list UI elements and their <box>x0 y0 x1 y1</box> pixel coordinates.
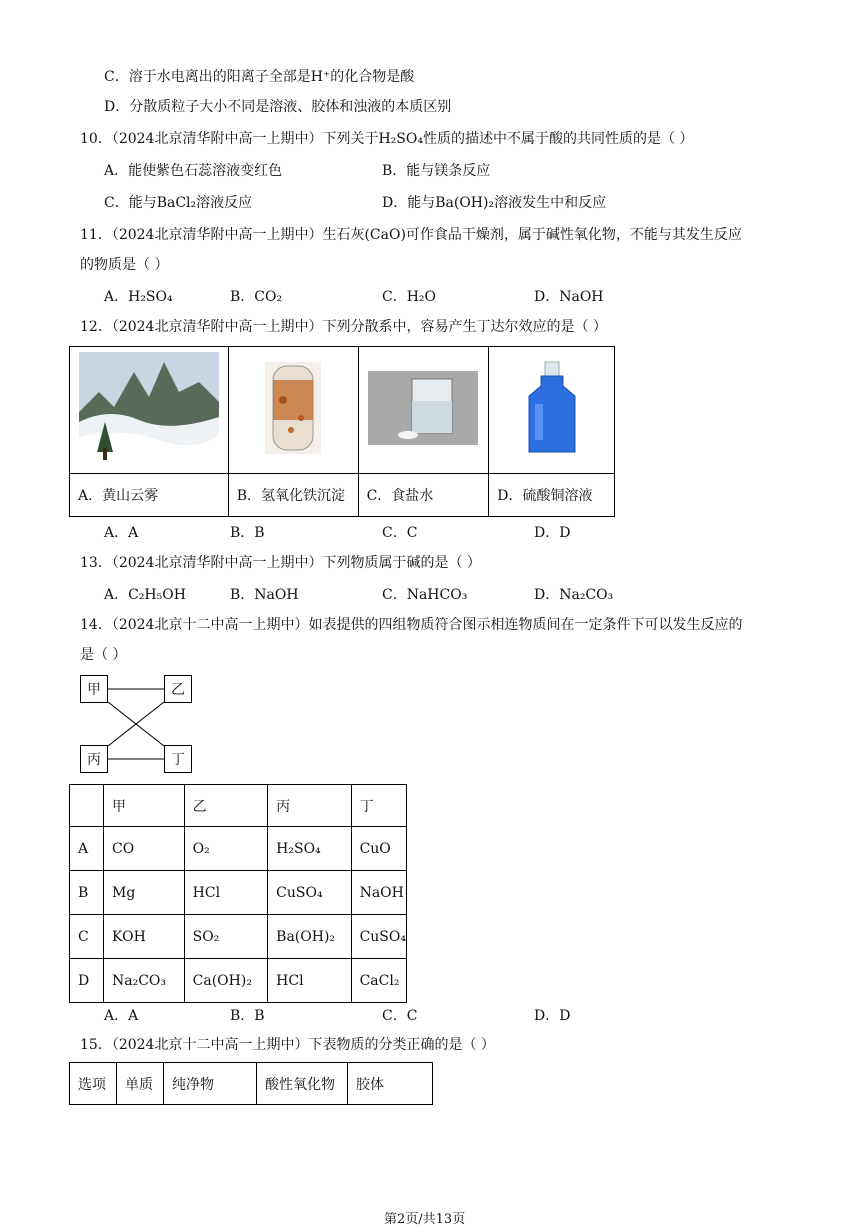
q12-caption-b: B．氢氧化铁沉淀 <box>228 474 358 517</box>
q11-option-d: D．NaOH <box>534 289 604 305</box>
q13-option-a: A．C₂H₅OH <box>104 587 186 603</box>
q11-option-c: C．H₂O <box>382 289 437 305</box>
q12-stem: 12．（2024北京清华附中高一上期中）下列分散系中，容易产生丁达尔效应的是（ ） <box>80 319 607 335</box>
q11-stem-line2: 的物质是（ ） <box>80 257 169 273</box>
q14-stem-line1: 14．（2024北京十二中高一上期中）如表提供的四组物质符合图示相连物质间在一定条件下可以发生反应的 <box>80 617 743 633</box>
diagram-box-bing: 丙 <box>80 745 108 773</box>
q14-option-b: B．B <box>230 1008 265 1024</box>
page-number: 第2页/共13页 <box>384 1212 466 1227</box>
q14-reaction-diagram <box>80 674 195 774</box>
q14-stem-line2: 是（ ） <box>80 647 127 663</box>
q14-option-d: D．D <box>534 1008 571 1024</box>
copper-sulfate-bottle-image <box>489 347 615 474</box>
q11-option-b: B．CO₂ <box>230 289 283 305</box>
q10-stem-prefix: 10．（2024北京清华附中高一上期中）下列关于 <box>80 131 379 147</box>
q15-header-cell: 酸性氧化物 <box>257 1063 348 1105</box>
q15-header-cell: 单质 <box>117 1063 164 1105</box>
q14-cell: Na₂CO₃ <box>104 959 185 1003</box>
q13-option-c: C．NaHCO₃ <box>382 587 468 603</box>
q14-cell: CuO <box>351 827 406 871</box>
q15-header-cell: 胶体 <box>348 1063 433 1105</box>
q12-table <box>69 346 615 517</box>
q14-header-cell <box>70 785 104 827</box>
q14-header-cell: 乙 <box>184 785 268 827</box>
q14-cell: H₂SO₄ <box>268 827 351 871</box>
q14-header-cell: 丁 <box>351 785 406 827</box>
q14-cell: Ca(OH)₂ <box>184 959 268 1003</box>
q14-cell: O₂ <box>184 827 268 871</box>
q10-formula: H₂SO₄ <box>378 131 423 147</box>
q10-stem-suffix: 性质的描述中不属于酸的共同性质的是（ ） <box>422 131 694 147</box>
q14-cell: Mg <box>104 871 185 915</box>
q11-stem-line1: 11．（2024北京清华附中高一上期中）生石灰(CaO)可作食品干燥剂，属于碱性氧化物，不能与其发生反应 <box>80 227 742 243</box>
q14-header-cell: 甲 <box>104 785 185 827</box>
table-row <box>70 959 407 1003</box>
q11-option-a: A．H₂SO₄ <box>104 289 173 305</box>
q14-option-a: A．A <box>104 1008 139 1024</box>
diagram-box-jia: 甲 <box>80 675 108 703</box>
q13-option-b: B．NaOH <box>230 587 299 603</box>
q14-cell: CuSO₄ <box>351 915 406 959</box>
q14-cell: KOH <box>104 915 185 959</box>
q14-option-c: C．C <box>382 1008 418 1024</box>
cloud-mountain-image <box>70 347 229 474</box>
q14-header-cell: 丙 <box>268 785 351 827</box>
q14-table <box>69 784 407 1003</box>
q15-header-cell: 选项 <box>70 1063 117 1105</box>
q12-option-c: C．C <box>382 525 418 541</box>
q14-cell: NaOH <box>351 871 406 915</box>
q10-option-a: A．能使紫色石蕊溶液变红色 <box>104 163 283 179</box>
q13-option-d: D．Na₂CO₃ <box>534 587 614 603</box>
table-row <box>70 827 407 871</box>
q12-caption-d: D．硫酸铜溶液 <box>489 474 615 517</box>
table-row <box>70 915 407 959</box>
table-row <box>70 871 407 915</box>
q14-cell: CaCl₂ <box>351 959 406 1003</box>
q14-cell: A <box>70 827 104 871</box>
q15-stem: 15．（2024北京十二中高一上期中）下表物质的分类正确的是（ ） <box>80 1037 495 1053</box>
salt-water-beaker-image <box>358 347 489 474</box>
q12-option-a: A．A <box>104 525 139 541</box>
q12-option-b: B．B <box>230 525 265 541</box>
q14-cell: CO <box>104 827 185 871</box>
q14-cell: SO₂ <box>184 915 268 959</box>
q14-cell: CuSO₄ <box>268 871 351 915</box>
q14-cell: C <box>70 915 104 959</box>
q12-option-d: D．D <box>534 525 571 541</box>
q10-option-d: D．能与Ba(OH)₂溶液发生中和反应 <box>382 195 607 211</box>
diagram-box-ding: 丁 <box>164 745 192 773</box>
q10-option-c: C．能与BaCl₂溶液反应 <box>104 195 253 211</box>
q14-cell: HCl <box>184 871 268 915</box>
q10-option-b: B．能与镁条反应 <box>382 163 491 179</box>
q14-cell: B <box>70 871 104 915</box>
q14-cell: D <box>70 959 104 1003</box>
q10-stem <box>80 128 693 148</box>
iron-hydroxide-tube-image <box>228 347 358 474</box>
q9-option-d: D．分散质粒子大小不同是溶液、胶体和浊液的本质区别 <box>104 99 452 115</box>
diagram-box-yi: 乙 <box>164 675 192 703</box>
q12-caption-a: A．黄山云雾 <box>70 474 229 517</box>
q15-table <box>69 1062 433 1105</box>
q9-option-c: C．溶于水电离出的阳离子全部是H⁺的化合物是酸 <box>104 69 415 85</box>
q14-cell: Ba(OH)₂ <box>268 915 351 959</box>
q13-stem: 13．（2024北京清华附中高一上期中）下列物质属于碱的是（ ） <box>80 555 481 571</box>
q12-caption-c: C．食盐水 <box>358 474 489 517</box>
q15-header-cell: 纯净物 <box>164 1063 257 1105</box>
q14-cell: HCl <box>268 959 351 1003</box>
